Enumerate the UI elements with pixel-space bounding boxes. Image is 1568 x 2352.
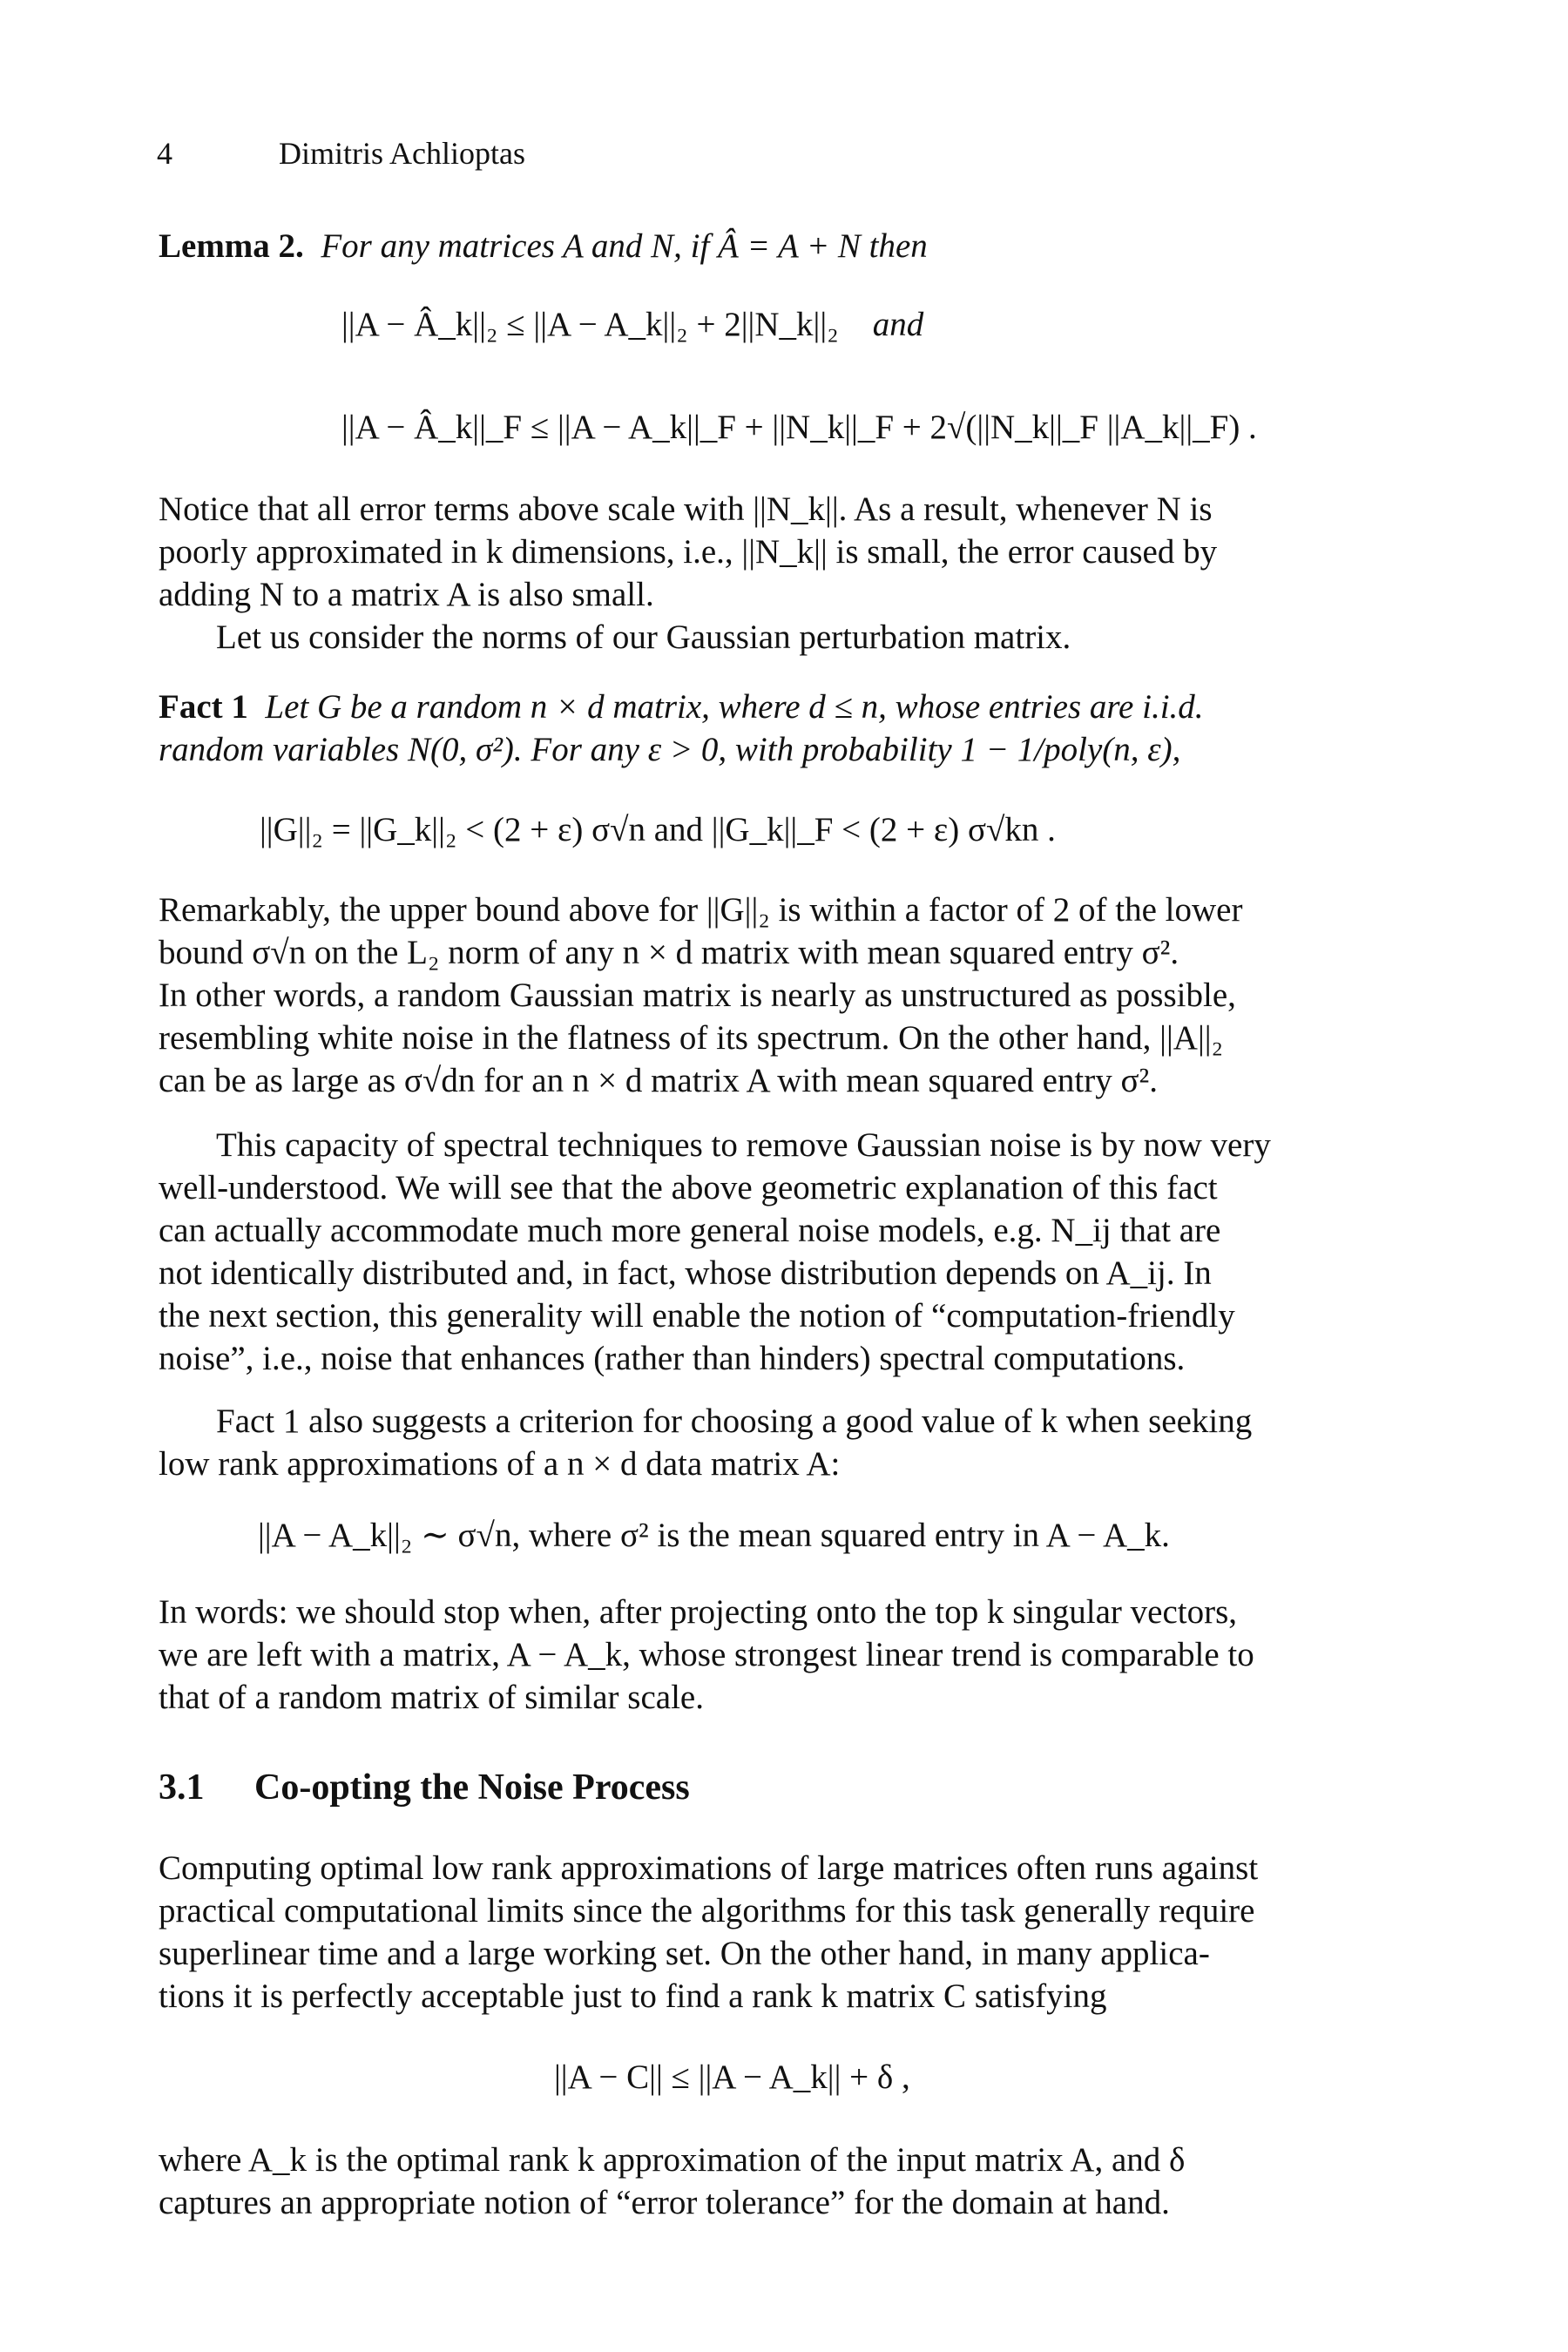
fact-equation: ||G||₂ = ||G_k||₂ < (2 + ε) σ√n and ||G_k||_F < (2 + ε) σ√kn . xyxy=(260,811,1056,848)
section-heading xyxy=(159,1767,690,1808)
section-number: 3.1 xyxy=(159,1767,205,1808)
text-line: captures an appropriate notion of “error tolerance” for the domain at hand. xyxy=(159,2184,1170,2221)
text-line: This capacity of spectral techniques to remove Gaussian noise is by now very xyxy=(216,1126,1271,1164)
text-line: practical computational limits since the algorithms for this task generally require xyxy=(159,1892,1255,1930)
lemma-equation-1: ||A − Â_k||₂ ≤ ||A − A_k||₂ + 2||N_k||₂ and xyxy=(341,306,924,343)
paragraph-criterion xyxy=(159,1400,1409,1485)
lemma-statement xyxy=(159,225,1409,267)
paragraph-error-terms xyxy=(159,488,1409,659)
text-line: can be as large as σ√dn for an n × d matrix A with mean squared entry σ². xyxy=(159,1062,1158,1099)
text-line: tions it is perfectly acceptable just to find a rank k matrix C satisfying xyxy=(159,1977,1107,2015)
lemma-text: For any matrices A and N, if Â = A + N then xyxy=(321,227,928,265)
text-line: random variables N(0, σ²). For any ε > 0, with probability 1 − 1/poly(n, ε), xyxy=(159,731,1181,768)
text-line: the next section, this generality will enable the notion of “computation-friendly xyxy=(159,1297,1235,1335)
paragraph-in-words xyxy=(159,1591,1409,1719)
paragraph-capacity xyxy=(159,1124,1409,1380)
text-line: Remarkably, the upper bound above for ||G||₂ is within a factor of 2 of the lower xyxy=(159,891,1243,929)
text-line: can actually accommodate much more general noise models, e.g. N_ij that are xyxy=(159,1212,1221,1249)
text-line: we are left with a matrix, A − A_k, whose strongest linear trend is comparable to xyxy=(159,1636,1254,1673)
text-line: noise”, i.e., noise that enhances (rather than hinders) spectral computations. xyxy=(159,1340,1186,1377)
author-name: Dimitris Achlioptas xyxy=(279,136,525,171)
text-line: low rank approximations of a n × d data matrix A: xyxy=(159,1445,841,1483)
text-line: well-understood. We will see that the above geometric explanation of this fact xyxy=(159,1169,1218,1206)
text-line: that of a random matrix of similar scale. xyxy=(159,1679,704,1716)
running-header xyxy=(157,135,525,172)
text-line: where A_k is the optimal rank k approximation of the input matrix A, and δ xyxy=(159,2141,1186,2179)
text-line: Let us consider the norms of our Gaussian perturbation matrix. xyxy=(216,618,1071,656)
paragraph-computing xyxy=(159,1847,1409,2017)
fact-statement xyxy=(159,686,1409,771)
text-line: superlinear time and a large working set. On the other hand, in many applica- xyxy=(159,1935,1210,1972)
text-line: not identically distributed and, in fact, whose distribution depends on A_ij. In xyxy=(159,1254,1212,1292)
text-line: In words: we should stop when, after projecting onto the top k singular vectors, xyxy=(159,1593,1238,1631)
text-line: Fact 1 Let G be a random n × d matrix, where d ≤ n, whose entries are i.i.d. xyxy=(159,688,1204,726)
page-number: 4 xyxy=(157,136,172,171)
lemma-equation-2: ||A − Â_k||_F ≤ ||A − A_k||_F + ||N_k||_F + 2√(||N_k||_F ||A_k||_F) . xyxy=(341,409,1257,446)
paragraph-remarkably xyxy=(159,889,1409,1102)
text-line: adding N to a matrix A is also small. xyxy=(159,576,654,613)
text-line: Fact 1 also suggests a criterion for choosing a good value of k when seeking xyxy=(216,1402,1253,1440)
text-line: poorly approximated in k dimensions, i.e., ||N_k|| is small, the error caused by xyxy=(159,533,1218,571)
text-line: bound σ√n on the L₂ norm of any n × d matrix with mean squared entry σ². xyxy=(159,934,1179,971)
paragraph-where xyxy=(159,2139,1409,2224)
text-line: Notice that all error terms above scale with ||N_k||. As a result, whenever N is xyxy=(159,490,1213,528)
section-title: Co-opting the Noise Process xyxy=(254,1767,690,1808)
final-equation: ||A − C|| ≤ ||A − A_k|| + δ , xyxy=(554,2058,910,2096)
text-line: resembling white noise in the flatness of its spectrum. On the other hand, ||A||₂ xyxy=(159,1019,1224,1057)
lemma-and: and xyxy=(872,306,924,343)
text-line: In other words, a random Gaussian matrix is nearly as unstructured as possible, xyxy=(159,977,1236,1014)
text-line: Computing optimal low rank approximations of large matrices often runs against xyxy=(159,1849,1259,1887)
fact-label: Fact 1 xyxy=(159,688,248,726)
criterion-equation: ||A − A_k||₂ ∼ σ√n, where σ² is the mean squared entry in A − A_k. xyxy=(258,1517,1170,1554)
lemma-label: Lemma 2. xyxy=(159,227,304,265)
